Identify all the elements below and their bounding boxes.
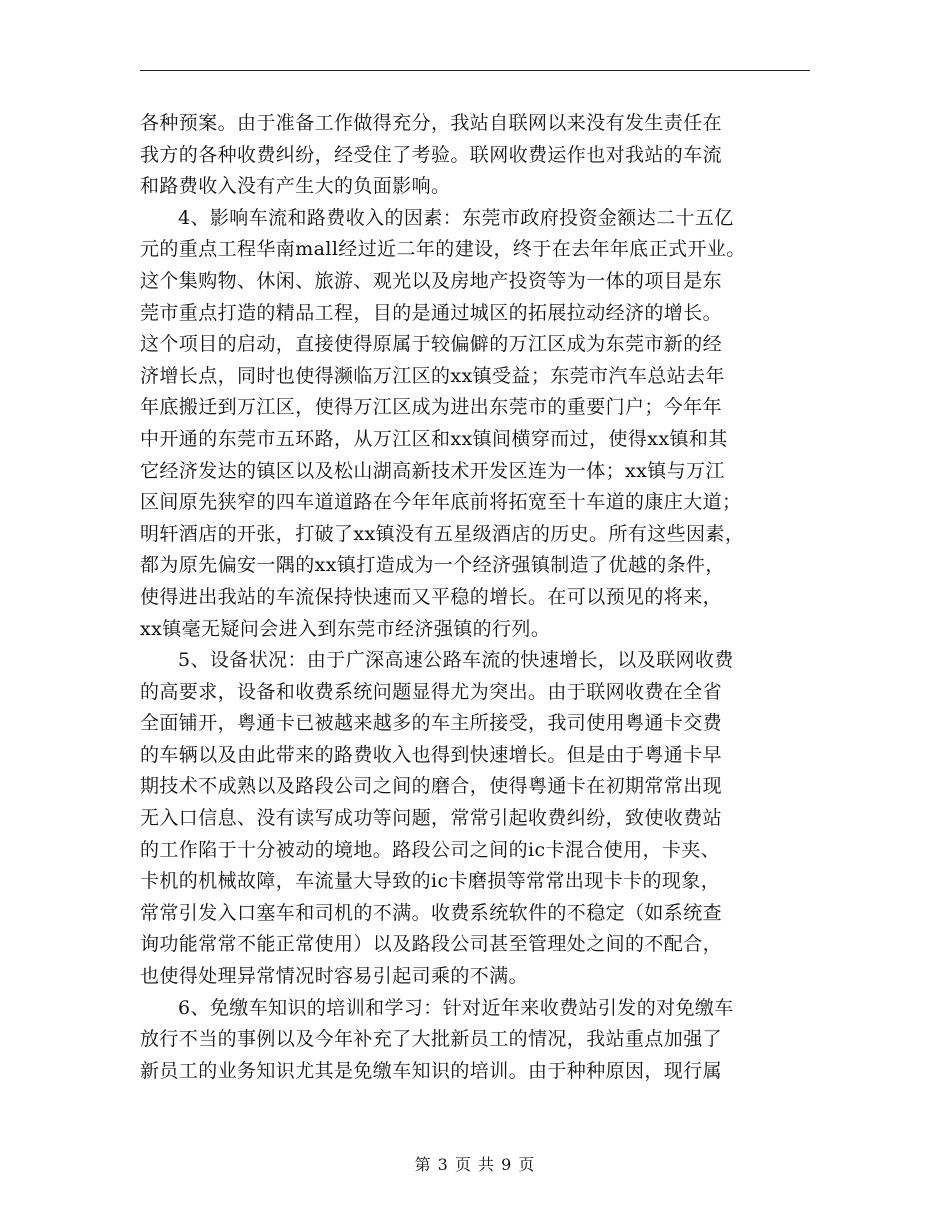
- text-line: 的车辆以及由此带来的路费收入也得到快速增长。但是由于粤通卡早: [140, 743, 723, 766]
- page-number-footer: 第 3 页 共 9 页: [414, 1155, 536, 1174]
- text-line: 年底搬迁到万江区，使得万江区成为进出东莞市的重要门户；今年年: [140, 396, 723, 419]
- text-line: 的高要求，设备和收费系统问题显得尤为突出。由于联网收费在全省: [140, 680, 723, 703]
- text-line: 这个集购物、休闲、旅游、观光以及房地产投资等为一体的项目是东: [140, 269, 723, 292]
- text-line: xx镇毫无疑问会进入到东莞市经济强镇的行列。: [140, 617, 551, 640]
- text-line: 明轩酒店的开张，打破了xx镇没有五星级酒店的历史。所有这些因素，: [140, 522, 745, 545]
- text-line: 它经济发达的镇区以及松山湖高新技术开发区连为一体；xx镇与万江: [140, 459, 725, 482]
- text-line: 期技术不成熟以及路段公司之间的磨合，使得粤通卡在初期常常出现: [140, 775, 723, 798]
- text-line: 和路费收入没有产生大的负面影响。: [140, 175, 451, 198]
- paragraph-start-line: 6、免缴车知识的培训和学习：针对近年来收费站引发的对免缴车: [178, 996, 734, 1019]
- text-line: 全面铺开，粤通卡已被越来越多的车主所接受，我司使用粤通卡交费: [140, 712, 723, 735]
- text-line: 区间原先狭窄的四车道道路在今年年底前将拓宽至十车道的康庄大道；: [140, 491, 742, 514]
- text-line: 无入口信息、没有读写成功等问题，常常引起收费纠纷，致使收费站: [140, 807, 723, 830]
- text-line: 使得进出我站的车流保持快速而又平稳的增长。在可以预见的将来，: [140, 585, 723, 608]
- text-line: 中开通的东莞市五环路，从万江区和xx镇间横穿而过，使得xx镇和其: [140, 427, 728, 450]
- paragraph-start-line: 4、影响车流和路费收入的因素：东莞市政府投资金额达二十五亿: [178, 206, 734, 229]
- document-body: [140, 108, 812, 1087]
- text-line: 我方的各种收费纠纷，经受住了考验。联网收费运作也对我站的车流: [140, 143, 723, 166]
- text-line: 元的重点工程华南mall经过近二年的建设，终于在去年年底正式开业。: [140, 238, 746, 261]
- paragraph-start-line: 5、设备状况：由于广深高速公路车流的快速增长，以及联网收费: [178, 649, 734, 672]
- text-line: 常常引发入口塞车和司机的不满。收费系统软件的不稳定（如系统查: [140, 901, 723, 924]
- text-line: 各种预案。由于准备工作做得充分，我站自联网以来没有发生责任在: [140, 112, 723, 134]
- text-line: 放行不当的事例以及今年补充了大批新员工的情况，我站重点加强了: [140, 1028, 723, 1051]
- text-line: 的工作陷于十分被动的境地。路段公司之间的ic卡混合使用，卡夹、: [140, 838, 721, 861]
- text-line: 都为原先偏安一隅的xx镇打造成为一个经济强镇制造了优越的条件，: [140, 554, 725, 577]
- text-line: 也使得处理异常情况时容易引起司乘的不满。: [140, 965, 529, 988]
- text-line: 这个项目的启动，直接使得原属于较偏僻的万江区成为东莞市新的经: [140, 333, 723, 356]
- text-line: 新员工的业务知识尤其是免缴车知识的培训。由于种种原因，现行属: [140, 1059, 723, 1082]
- text-line: 莞市重点打造的精品工程，目的是通过城区的拓展拉动经济的增长。: [140, 301, 723, 324]
- text-line: 济增长点，同时也使得濒临万江区的xx镇受益；东莞市汽车总站去年: [140, 364, 725, 387]
- header-rule: [140, 70, 810, 71]
- text-line: 卡机的机械故障，车流量大导致的ic卡磨损等常常出现卡卡的现象，: [140, 870, 721, 893]
- text-line: 询功能常常不能正常使用）以及路段公司甚至管理处之间的不配合，: [140, 933, 723, 956]
